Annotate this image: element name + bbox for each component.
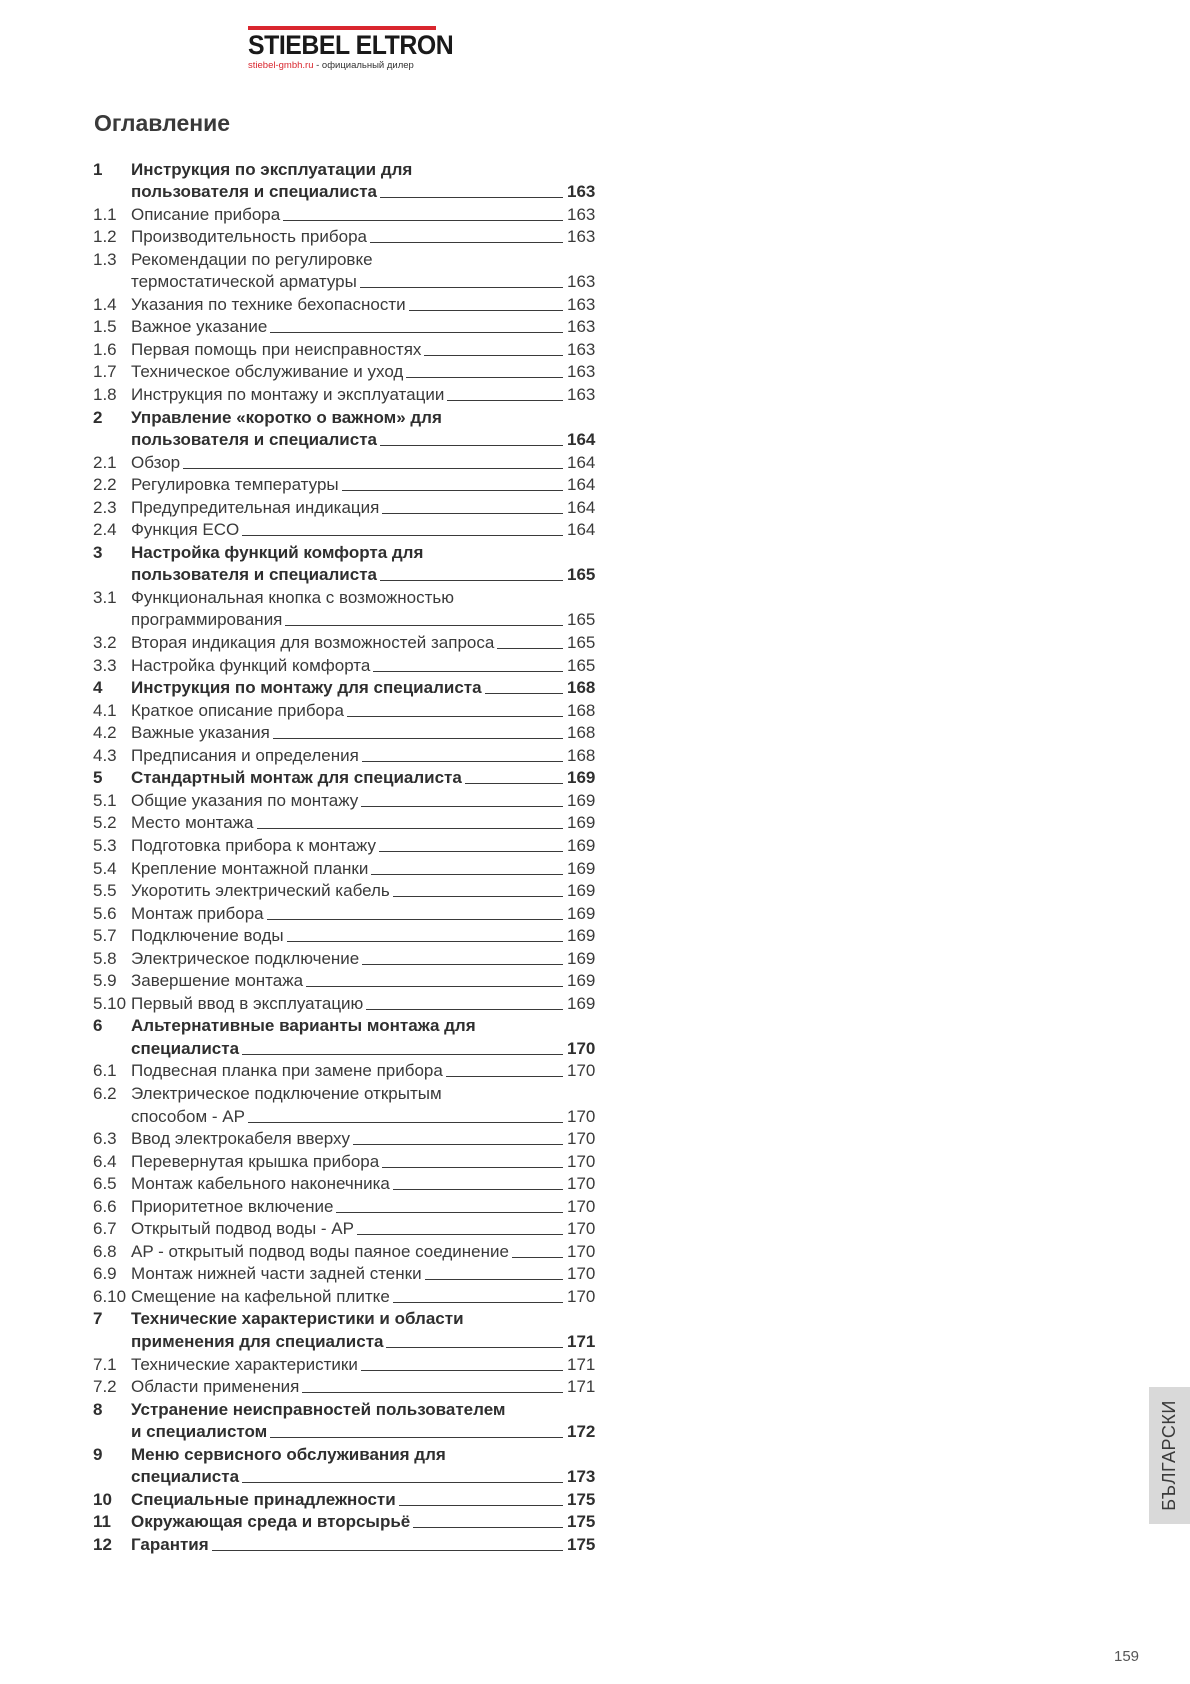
- toc-entry-page: 169: [567, 971, 596, 991]
- toc-entry-title: Технические характеристики: [131, 1354, 358, 1374]
- toc-entry-page: 170: [567, 1286, 596, 1306]
- toc-entry-number: 5.7: [93, 926, 117, 946]
- toc-entry-number: 5.4: [93, 858, 117, 878]
- logo-dealer: - официальный дилер: [313, 60, 414, 71]
- toc-entry[interactable]: [93, 1126, 597, 1149]
- toc-entry-number: 6: [93, 1016, 103, 1036]
- toc-leader-line: [306, 986, 563, 987]
- toc-entry-number: 4: [93, 678, 103, 698]
- toc-entry-page: 163: [567, 317, 596, 337]
- toc-leader-line: [386, 1347, 563, 1348]
- toc-entry-title: Настройка функций комфорта для: [131, 542, 424, 562]
- toc-entry-number: 6.5: [93, 1174, 117, 1194]
- toc-entry-page: 170: [567, 1038, 596, 1058]
- toc-entry[interactable]: [93, 224, 597, 247]
- toc-entry[interactable]: [93, 1013, 597, 1036]
- language-tab: [1149, 1387, 1190, 1524]
- brand-logo: [248, 26, 454, 71]
- toc-entry-title: Окружающая среда и вторсырьё: [131, 1512, 411, 1532]
- toc-entry[interactable]: [93, 855, 597, 878]
- toc-entry-title: Технические характеристики и области: [131, 1309, 464, 1329]
- toc-entry[interactable]: [93, 584, 597, 607]
- toc-entry-number: 7: [93, 1309, 103, 1329]
- toc-entry-number: 1.5: [93, 317, 117, 337]
- toc-entry-title: специалиста: [131, 1038, 240, 1058]
- toc-entry[interactable]: [93, 314, 597, 337]
- toc-entry-number: 3.2: [93, 633, 117, 653]
- toc-entry-title: Вторая индикация для возможностей запроса: [131, 633, 495, 653]
- table-of-contents: [93, 156, 597, 1554]
- toc-entry[interactable]: [93, 359, 597, 382]
- toc-entry-number: 1.8: [93, 385, 117, 405]
- toc-entry-title: Монтаж кабельного наконечника: [131, 1174, 390, 1194]
- toc-entry[interactable]: [93, 607, 597, 630]
- toc-entry-number: 1.1: [93, 204, 117, 224]
- toc-entry-title: Приоритетное включение: [131, 1196, 334, 1216]
- toc-entry-page: 169: [567, 858, 596, 878]
- toc-entry[interactable]: [93, 765, 597, 788]
- toc-entry-title: Подвесная планка при замене прибора: [131, 1061, 443, 1081]
- toc-leader-line: [362, 964, 563, 965]
- toc-entry-title: и специалистом: [131, 1422, 268, 1442]
- toc-entry-title: Функция ECO: [131, 520, 240, 540]
- toc-entry-number: 7.2: [93, 1377, 117, 1397]
- toc-entry[interactable]: [93, 720, 597, 743]
- toc-entry-page: 169: [567, 768, 596, 788]
- toc-entry-title: Важное указание: [131, 317, 268, 337]
- toc-leader-line: [248, 1122, 563, 1123]
- toc-entry-page: 170: [567, 1196, 596, 1216]
- toc-entry-page: 168: [567, 700, 596, 720]
- toc-entry-page: 164: [567, 430, 596, 450]
- toc-leader-line: [512, 1257, 563, 1258]
- toc-entry-page: 163: [567, 227, 596, 247]
- toc-entry[interactable]: [93, 246, 597, 269]
- toc-leader-line: [270, 332, 563, 333]
- toc-entry-number: 5.6: [93, 903, 117, 923]
- toc-entry-number: 5.9: [93, 971, 117, 991]
- toc-leader-line: [336, 1212, 563, 1213]
- toc-entry-page: 169: [567, 948, 596, 968]
- toc-leader-line: [371, 874, 563, 875]
- toc-entry-title: Гарантия: [131, 1534, 209, 1554]
- toc-entry-number: 7.1: [93, 1354, 117, 1374]
- toc-leader-line: [406, 377, 563, 378]
- toc-entry[interactable]: [93, 336, 597, 359]
- toc-leader-line: [425, 1279, 563, 1280]
- toc-leader-line: [183, 468, 563, 469]
- toc-entry-page: 163: [567, 182, 596, 202]
- toc-leader-line: [497, 648, 563, 649]
- toc-entry-page: 164: [567, 497, 596, 517]
- toc-entry-number: 5.8: [93, 948, 117, 968]
- toc-entry[interactable]: [93, 562, 597, 585]
- toc-entry[interactable]: [93, 968, 597, 991]
- page-number: 159: [1114, 1648, 1140, 1665]
- toc-entry-title: Регулировка температуры: [131, 475, 339, 495]
- toc-leader-line: [285, 625, 563, 626]
- toc-entry-title: Монтаж прибора: [131, 903, 264, 923]
- toc-entry-page: 171: [567, 1377, 596, 1397]
- toc-entry-title: Первый ввод в эксплуатацию: [131, 993, 364, 1013]
- toc-entry-title: Обзор: [131, 452, 181, 472]
- toc-entry-title: Завершение монтажа: [131, 971, 304, 991]
- toc-entry-title: Описание прибора: [131, 204, 281, 224]
- toc-entry[interactable]: [93, 1148, 597, 1171]
- toc-entry[interactable]: [93, 1351, 597, 1374]
- toc-entry-page: 170: [567, 1061, 596, 1081]
- toc-entry-title: Электрическое подключение открытым: [131, 1083, 442, 1103]
- toc-entry-page: 171: [567, 1354, 596, 1374]
- toc-entry-title: Монтаж нижней части задней стенки: [131, 1264, 422, 1284]
- toc-entry-page: 163: [567, 272, 596, 292]
- toc-entry[interactable]: [93, 1103, 597, 1126]
- toc-entry-page: 164: [567, 520, 596, 540]
- toc-entry-page: 168: [567, 678, 596, 698]
- toc-leader-line: [424, 355, 563, 356]
- toc-entry[interactable]: [93, 472, 597, 495]
- toc-entry-page: 163: [567, 204, 596, 224]
- toc-entry-number: 1.2: [93, 227, 117, 247]
- toc-entry-number: 6.7: [93, 1219, 117, 1239]
- toc-entry-number: 5.2: [93, 813, 117, 833]
- toc-entry-title: применения для специалиста: [131, 1331, 384, 1351]
- toc-leader-line: [373, 671, 563, 672]
- toc-entry[interactable]: [93, 742, 597, 765]
- toc-entry[interactable]: [93, 539, 597, 562]
- toc-leader-line: [347, 716, 563, 717]
- toc-entry-page: 170: [567, 1174, 596, 1194]
- toc-entry-page: 170: [567, 1219, 596, 1239]
- toc-entry-number: 3: [93, 542, 103, 562]
- toc-entry[interactable]: [93, 1509, 597, 1532]
- toc-leader-line: [257, 828, 564, 829]
- toc-entry-title: Смещение на кафельной плитке: [131, 1286, 390, 1306]
- toc-entry[interactable]: [93, 923, 597, 946]
- toc-entry-page: 168: [567, 745, 596, 765]
- toc-entry[interactable]: [93, 1464, 597, 1487]
- toc-entry-number: 3.1: [93, 587, 117, 607]
- toc-entry[interactable]: [93, 494, 597, 517]
- toc-entry-title: Первая помощь при неисправностях: [131, 339, 422, 359]
- toc-entry-page: 169: [567, 790, 596, 810]
- toc-entry-number: 1.7: [93, 362, 117, 382]
- toc-entry[interactable]: [93, 1328, 597, 1351]
- toc-entry-page: 164: [567, 452, 596, 472]
- toc-entry-title: Место монтажа: [131, 813, 254, 833]
- toc-leader-line: [446, 1076, 563, 1077]
- toc-entry[interactable]: [93, 201, 597, 224]
- toc-entry-title: специалиста: [131, 1467, 240, 1487]
- toc-entry-page: 172: [567, 1422, 596, 1442]
- toc-leader-line: [485, 693, 563, 694]
- toc-entry[interactable]: [93, 675, 597, 698]
- toc-leader-line: [287, 941, 563, 942]
- toc-leader-line: [409, 310, 563, 311]
- toc-entry-title: пользователя и специалиста: [131, 430, 377, 450]
- toc-entry-number: 6.3: [93, 1129, 117, 1149]
- toc-entry-number: 5.1: [93, 790, 117, 810]
- toc-entry-title: Производительность прибора: [131, 227, 367, 247]
- toc-leader-line: [242, 1054, 563, 1055]
- toc-title: Оглавление: [94, 110, 231, 136]
- toc-leader-line: [382, 1167, 563, 1168]
- toc-entry[interactable]: [93, 1080, 597, 1103]
- toc-entry[interactable]: [93, 1396, 597, 1419]
- toc-leader-line: [212, 1550, 563, 1551]
- toc-entry-number: 2: [93, 407, 103, 427]
- toc-entry-title: Инструкция по монтажу и эксплуатации: [131, 385, 445, 405]
- toc-entry-number: 6.2: [93, 1083, 117, 1103]
- toc-entry-number: 2.2: [93, 475, 117, 495]
- toc-entry-number: 4.1: [93, 700, 117, 720]
- toc-leader-line: [357, 1234, 563, 1235]
- toc-leader-line: [380, 580, 563, 581]
- toc-entry-page: 171: [567, 1331, 596, 1351]
- toc-entry[interactable]: [93, 381, 597, 404]
- toc-entry[interactable]: [93, 1419, 597, 1442]
- toc-entry-page: 175: [567, 1534, 596, 1554]
- toc-leader-line: [360, 287, 563, 288]
- toc-entry-title: Техническое обслуживание и уход: [131, 362, 404, 382]
- toc-entry[interactable]: [93, 1193, 597, 1216]
- toc-entry-title: Важные указания: [131, 723, 270, 743]
- toc-entry[interactable]: [93, 156, 597, 179]
- toc-leader-line: [393, 1189, 563, 1190]
- toc-leader-line: [242, 1482, 563, 1483]
- toc-entry-number: 1.3: [93, 249, 117, 269]
- toc-entry-title: Общие указания по монтажу: [131, 790, 359, 810]
- toc-entry-title: Настройка функций комфорта: [131, 655, 371, 675]
- toc-entry-page: 170: [567, 1264, 596, 1284]
- toc-entry[interactable]: [93, 1306, 597, 1329]
- toc-entry-title: Инструкция по эксплуатации для: [131, 159, 413, 179]
- toc-entry[interactable]: [93, 1486, 597, 1509]
- toc-entry[interactable]: [93, 1531, 597, 1554]
- toc-entry-page: 169: [567, 993, 596, 1013]
- toc-entry-title: Устранение неисправностей пользователем: [131, 1399, 506, 1419]
- toc-entry-number: 6.4: [93, 1151, 117, 1171]
- toc-entry-number: 11: [93, 1512, 111, 1532]
- toc-leader-line: [393, 896, 563, 897]
- toc-entry-title: Открытый подвод воды - AP: [131, 1219, 354, 1239]
- toc-entry[interactable]: [93, 990, 597, 1013]
- toc-entry-number: 3.3: [93, 655, 117, 675]
- toc-entry-page: 173: [567, 1467, 596, 1487]
- toc-entry-title: способом - AP: [131, 1106, 245, 1126]
- toc-entry-number: 1.6: [93, 339, 117, 359]
- toc-entry-page: 170: [567, 1241, 596, 1261]
- toc-leader-line: [362, 761, 563, 762]
- toc-entry-title: Указания по технике бехопасности: [131, 294, 406, 314]
- toc-entry-title: Перевернутая крышка прибора: [131, 1151, 380, 1171]
- toc-leader-line: [342, 490, 563, 491]
- toc-entry[interactable]: [93, 787, 597, 810]
- toc-entry-title: Краткое описание прибора: [131, 700, 344, 720]
- toc-entry-page: 169: [567, 835, 596, 855]
- toc-entry-title: Стандартный монтаж для специалиста: [131, 768, 462, 788]
- toc-entry[interactable]: [93, 832, 597, 855]
- toc-entry[interactable]: [93, 291, 597, 314]
- toc-entry-title: Предписания и определения: [131, 745, 359, 765]
- toc-leader-line: [465, 783, 563, 784]
- toc-entry-title: Меню сервисного обслуживания для: [131, 1444, 446, 1464]
- toc-entry[interactable]: [93, 269, 597, 292]
- toc-entry-number: 5.5: [93, 881, 117, 901]
- toc-entry-page: 165: [567, 655, 596, 675]
- toc-leader-line: [361, 1370, 563, 1371]
- toc-leader-line: [399, 1505, 563, 1506]
- toc-entry-number: 1.4: [93, 294, 117, 314]
- logo-site: stiebel-gmbh.ru: [248, 60, 314, 71]
- toc-entry[interactable]: [93, 810, 597, 833]
- toc-entry[interactable]: [93, 1216, 597, 1239]
- logo-subtitle: [248, 60, 438, 71]
- toc-entry-title: термостатической арматуры: [131, 272, 357, 292]
- toc-entry[interactable]: [93, 878, 597, 901]
- toc-leader-line: [283, 220, 563, 221]
- toc-leader-line: [242, 535, 563, 536]
- toc-entry-title: Области применения: [131, 1377, 300, 1397]
- toc-entry-page: 165: [567, 633, 596, 653]
- toc-entry[interactable]: [93, 1238, 597, 1261]
- toc-entry-page: 163: [567, 294, 596, 314]
- toc-entry[interactable]: [93, 449, 597, 472]
- toc-leader-line: [379, 851, 563, 852]
- toc-entry-number: 1: [93, 159, 103, 179]
- toc-entry-title: Предупредительная индикация: [131, 497, 380, 517]
- toc-entry[interactable]: [93, 629, 597, 652]
- toc-entry-number: 4.3: [93, 745, 117, 765]
- toc-entry-title: Инструкция по монтажу для специалиста: [131, 678, 482, 698]
- toc-entry-page: 169: [567, 926, 596, 946]
- logo-brand-text: STIEBEL ELTRON: [248, 30, 454, 60]
- toc-entry-page: 163: [567, 385, 596, 405]
- toc-entry-page: 175: [567, 1512, 596, 1532]
- toc-entry-number: 2.4: [93, 520, 117, 540]
- toc-entry-title: Функциональная кнопка с возможностью: [131, 587, 454, 607]
- toc-entry-page: 175: [567, 1489, 596, 1509]
- toc-entry[interactable]: [93, 404, 597, 427]
- toc-entry-page: 170: [567, 1106, 596, 1126]
- toc-entry-title: Управление «коротко о важном» для: [131, 407, 442, 427]
- toc-entry-page: 164: [567, 475, 596, 495]
- toc-leader-line: [273, 738, 563, 739]
- toc-entry-number: 6.9: [93, 1264, 117, 1284]
- toc-entry-number: 6.1: [93, 1061, 117, 1081]
- toc-entry[interactable]: [93, 179, 597, 202]
- toc-entry-title: Крепление монтажной планки: [131, 858, 369, 878]
- toc-entry-number: 2.3: [93, 497, 117, 517]
- toc-entry-number: 9: [93, 1444, 103, 1464]
- toc-entry-title: Рекомендации по регулировке: [131, 249, 373, 269]
- toc-entry[interactable]: [93, 517, 597, 540]
- toc-leader-line: [361, 806, 563, 807]
- toc-entry-title: Подготовка прибора к монтажу: [131, 835, 376, 855]
- toc-entry[interactable]: [93, 1058, 597, 1081]
- toc-entry-page: 168: [567, 723, 596, 743]
- toc-leader-line: [267, 919, 563, 920]
- toc-leader-line: [370, 242, 563, 243]
- toc-entry[interactable]: [93, 1374, 597, 1397]
- toc-entry-page: 163: [567, 339, 596, 359]
- toc-entry-page: 169: [567, 881, 596, 901]
- toc-entry-number: 4.2: [93, 723, 117, 743]
- toc-leader-line: [270, 1437, 563, 1438]
- toc-entry-number: 6.10: [93, 1286, 127, 1306]
- toc-entry-title: Подключение воды: [131, 926, 284, 946]
- toc-entry[interactable]: [93, 1441, 597, 1464]
- toc-entry-page: 170: [567, 1129, 596, 1149]
- toc-entry-title: Специальные принадлежности: [131, 1489, 396, 1509]
- toc-entry-title: Укоротить электрический кабель: [131, 881, 390, 901]
- toc-entry-title: Электрическое подключение: [131, 948, 360, 968]
- toc-entry[interactable]: [93, 697, 597, 720]
- toc-entry[interactable]: [93, 1283, 597, 1306]
- toc-entry-title: AP - открытый подвод воды паяное соединение: [131, 1241, 509, 1261]
- toc-leader-line: [380, 445, 563, 446]
- toc-entry-page: 163: [567, 362, 596, 382]
- toc-entry-title: пользователя и специалиста: [131, 565, 377, 585]
- toc-leader-line: [353, 1144, 563, 1145]
- toc-entry[interactable]: [93, 900, 597, 923]
- toc-entry-number: 12: [93, 1534, 112, 1554]
- toc-entry-number: 6.8: [93, 1241, 117, 1261]
- toc-entry[interactable]: [93, 427, 597, 450]
- toc-entry-page: 170: [567, 1151, 596, 1171]
- toc-leader-line: [382, 513, 563, 514]
- toc-entry-number: 5.3: [93, 835, 117, 855]
- toc-entry-number: 8: [93, 1399, 103, 1419]
- toc-leader-line: [380, 197, 563, 198]
- toc-entry-page: 165: [567, 610, 596, 630]
- toc-entry[interactable]: [93, 1261, 597, 1284]
- toc-leader-line: [366, 1009, 563, 1010]
- language-tab-label: БЪЛГАРСКИ: [1159, 1400, 1179, 1511]
- toc-leader-line: [393, 1302, 563, 1303]
- toc-entry-number: 2.1: [93, 452, 117, 472]
- toc-entry-number: 5: [93, 768, 103, 788]
- toc-entry-number: 5.10: [93, 993, 127, 1013]
- toc-entry-title: Ввод электрокабеля вверху: [131, 1129, 351, 1149]
- toc-entry-title: Альтернативные варианты монтажа для: [131, 1016, 476, 1036]
- toc-entry[interactable]: [93, 945, 597, 968]
- toc-entry-number: 6.6: [93, 1196, 117, 1216]
- toc-entry-number: 10: [93, 1489, 112, 1509]
- toc-entry-title: программирования: [131, 610, 283, 630]
- toc-entry-title: пользователя и специалиста: [131, 182, 377, 202]
- toc-leader-line: [302, 1392, 563, 1393]
- toc-entry[interactable]: [93, 652, 597, 675]
- toc-entry-page: 165: [567, 565, 596, 585]
- toc-entry-page: 169: [567, 813, 596, 833]
- toc-entry[interactable]: [93, 1035, 597, 1058]
- toc-entry[interactable]: [93, 1171, 597, 1194]
- toc-leader-line: [447, 400, 563, 401]
- toc-entry-page: 169: [567, 903, 596, 923]
- toc-leader-line: [413, 1527, 563, 1528]
